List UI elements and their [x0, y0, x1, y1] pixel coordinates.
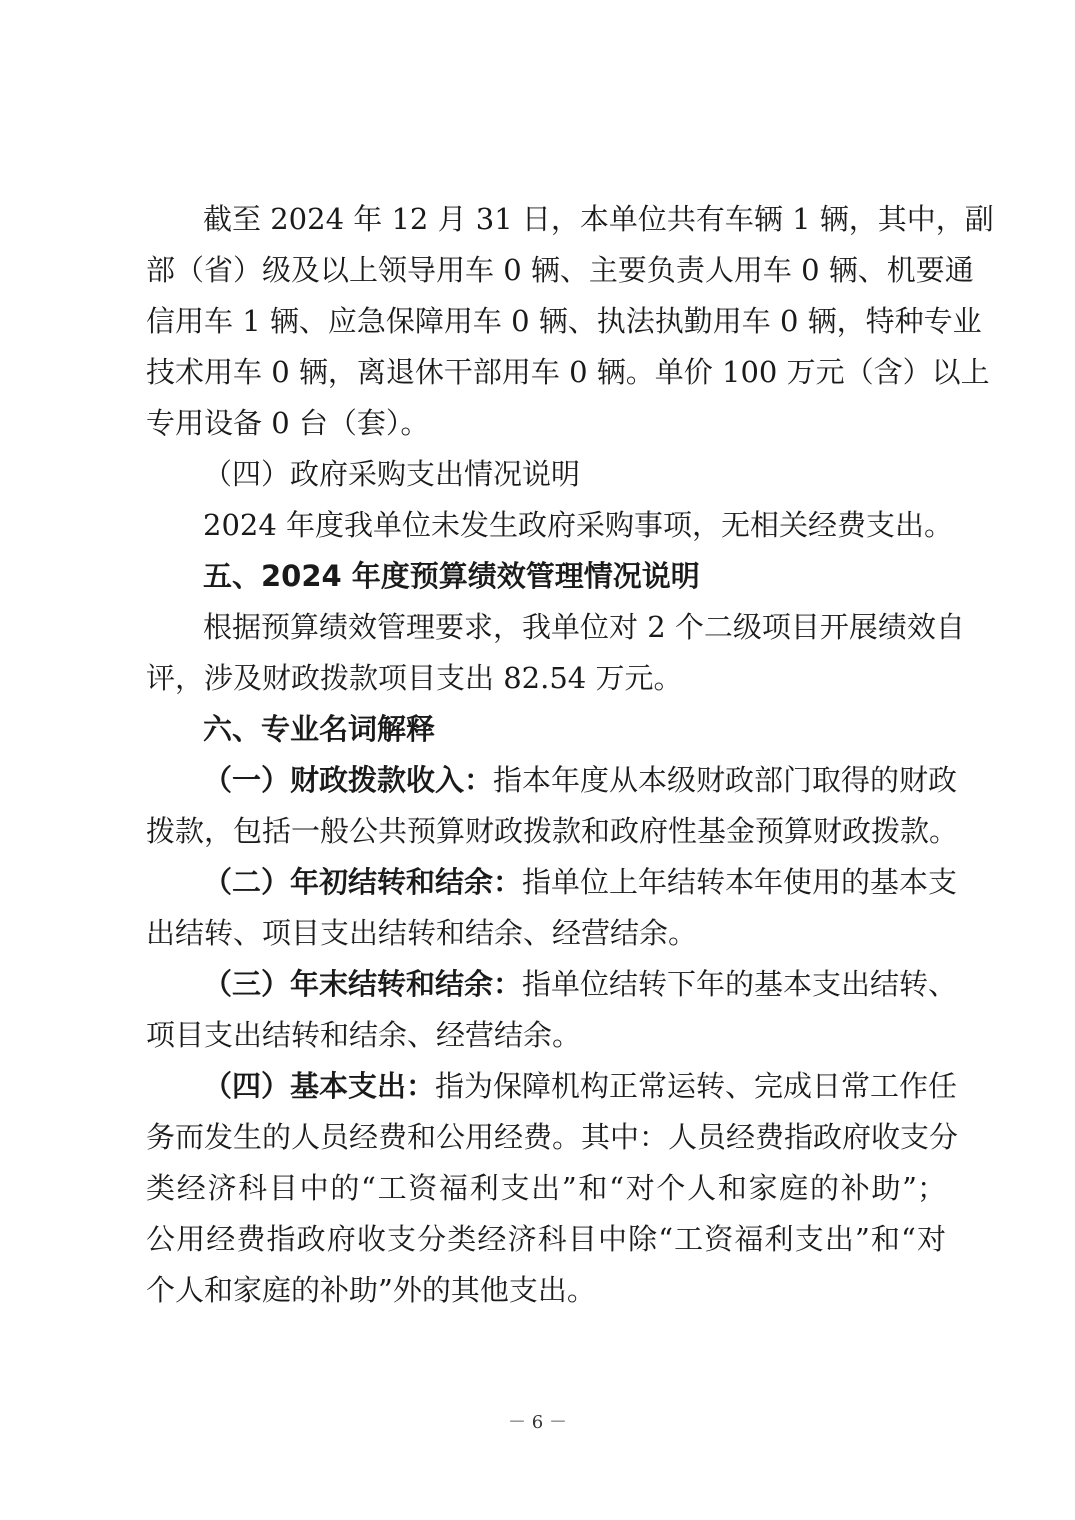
paragraph-line: 拨款，包括一般公共预算财政拨款和政府性基金预算财政拨款。 [146, 814, 959, 848]
term-text: 指单位上年结转本年使用的基本支 [522, 865, 958, 899]
paragraph-line: 根据预算绩效管理要求，我单位对 2 个二级项目开展绩效自 [203, 610, 965, 644]
section-heading: 六、专业名词解释 [203, 712, 436, 746]
term-definition-line [203, 1066, 958, 1106]
term-definition-line [203, 964, 958, 1004]
term-definition-line [203, 760, 958, 800]
paragraph-line: 务而发生的人员经费和公用经费。其中：人员经费指政府收支分 [146, 1120, 959, 1154]
page-number: － 6 － [508, 1412, 567, 1433]
paragraph-line: 技术用车 0 辆，离退休干部用车 0 辆。单价 100 万元（含）以上 [146, 355, 990, 389]
term-label: （三）年末结转和结余： [203, 967, 523, 1001]
term-label: （二）年初结转和结余： [203, 865, 523, 899]
term-label: （一）财政拨款收入： [203, 763, 494, 797]
term-label: （四）基本支出： [203, 1069, 436, 1103]
subsection-heading: （四）政府采购支出情况说明 [203, 457, 581, 491]
section-heading: 五、2024 年度预算绩效管理情况说明 [203, 559, 700, 593]
paragraph-line: 类经济科目中的“工资福利支出”和“对个人和家庭的补助”； [146, 1171, 946, 1205]
paragraph-line: 出结转、项目支出结转和结余、经营结余。 [146, 916, 698, 950]
term-text: 指本年度从本级财政部门取得的财政 [493, 763, 958, 797]
paragraph-line: 部（省）级及以上领导用车 0 辆、主要负责人用车 0 辆、机要通 [146, 253, 974, 287]
paragraph-line: 评，涉及财政拨款项目支出 82.54 万元。 [146, 661, 683, 695]
paragraph-line: 截至 2024 年 12 月 31 日，本单位共有车辆 1 辆，其中，副 [203, 202, 994, 236]
term-definition-line [203, 862, 958, 902]
paragraph-line: 项目支出结转和结余、经营结余。 [146, 1018, 582, 1052]
term-text: 指为保障机构正常运转、完成日常工作任 [435, 1069, 958, 1103]
paragraph-line: 个人和家庭的补助”外的其他支出。 [146, 1273, 596, 1307]
paragraph-line: 信用车 1 辆、应急保障用车 0 辆、执法执勤用车 0 辆，特种专业 [146, 304, 982, 338]
paragraph-line: 专用设备 0 台（套）。 [146, 406, 430, 440]
term-text: 指单位结转下年的基本支出结转、 [522, 967, 958, 1001]
paragraph-line: 公用经费指政府收支分类经济科目中除“工资福利支出”和“对 [146, 1222, 946, 1256]
paragraph-line: 2024 年度我单位未发生政府采购事项，无相关经费支出。 [203, 508, 954, 542]
